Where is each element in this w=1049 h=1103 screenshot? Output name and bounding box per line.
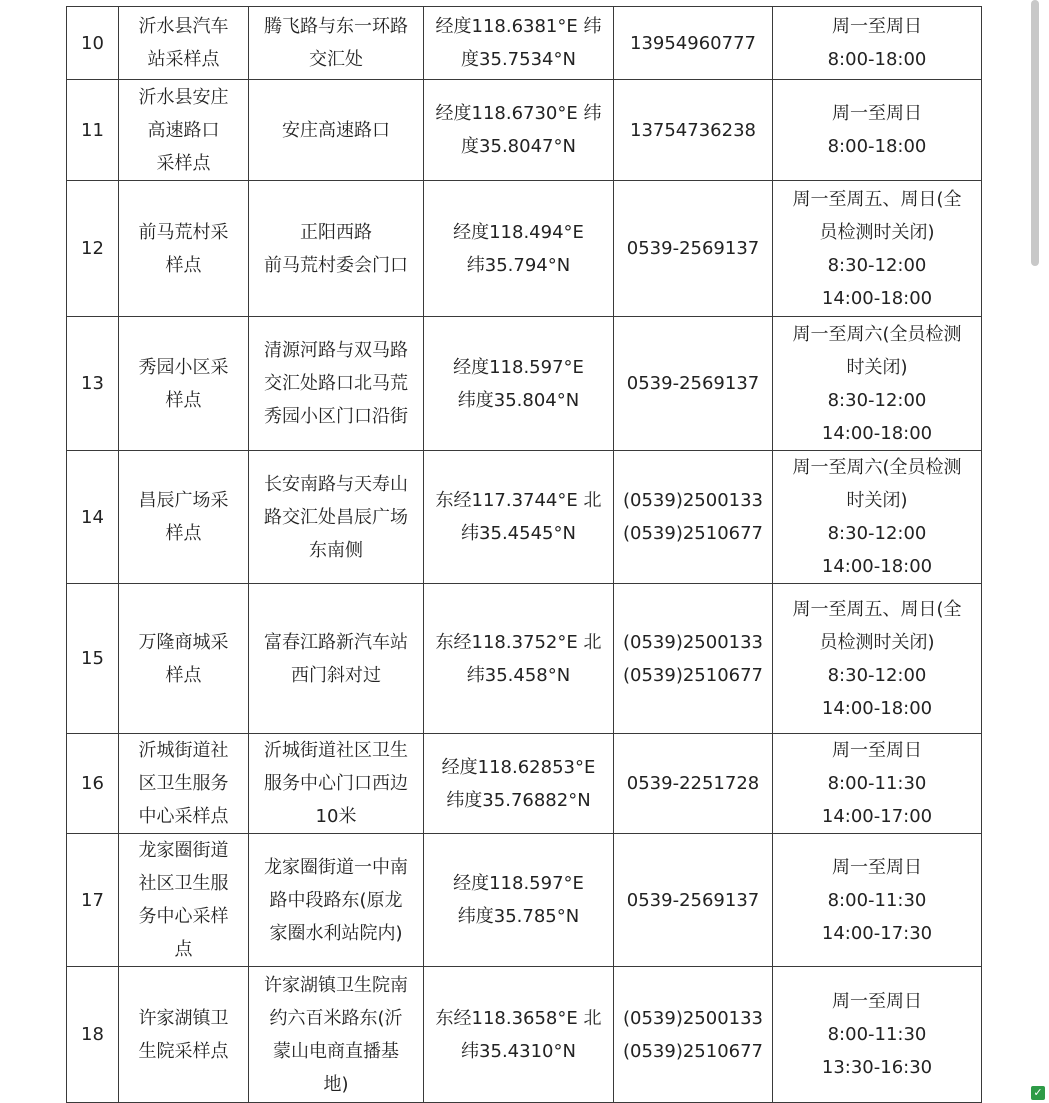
hours-cell: [773, 181, 982, 317]
hours-cell: [773, 451, 982, 584]
site-name-text: 前马荒村采 样点: [138, 221, 229, 276]
table-row: [67, 834, 982, 967]
phone-text: 0539-2251728: [626, 773, 760, 794]
phone-text: (0539)2500133 (0539)2510677: [622, 631, 764, 686]
hours-text: 周一至周六(全员检测 时关闭) 8:30-12:00 14:00-18:00: [792, 457, 962, 577]
hours-text: 周一至周五、周日(全 员检测时关闭) 8:30-12:00 14:00-18:00: [792, 598, 962, 719]
table-row: [67, 7, 982, 80]
phone-cell: [614, 7, 773, 80]
hours-cell: [773, 80, 982, 181]
coordinates-text: 经度118.6381°E 纬 度35.7534°N: [435, 16, 602, 70]
table-row: [67, 734, 982, 834]
row-number-cell: [67, 317, 119, 451]
phone-cell: [614, 834, 773, 967]
site-name-cell: [119, 734, 249, 834]
phone-text: (0539)2500133 (0539)2510677: [622, 490, 764, 544]
phone-text: 0539-2569137: [626, 373, 760, 394]
phone-cell: [614, 451, 773, 584]
address-cell: [249, 7, 424, 80]
phone-cell: [614, 181, 773, 317]
address-text: 清源河路与双马路 交汇处路口北马荒 秀园小区门口沿街: [264, 340, 408, 427]
hours-text: 周一至周日 8:00-11:30 14:00-17:00: [821, 740, 933, 827]
table-row: [67, 181, 982, 317]
hours-text: 周一至周日 8:00-18:00: [827, 16, 927, 70]
app-badge-icon: ✓: [1031, 1086, 1045, 1100]
coordinates-text: 经度118.62853°E 纬度35.76882°N: [441, 756, 596, 811]
row-number-cell: [67, 967, 119, 1103]
site-name-text: 秀园小区采 样点: [138, 356, 229, 411]
phone-cell: [614, 80, 773, 181]
address-text: 长安南路与天寿山 路交汇处昌辰广场 东南侧: [264, 473, 408, 561]
site-name-text: 沂水县汽车 站采样点: [138, 16, 229, 70]
row-number-text: 15: [81, 648, 104, 669]
address-text: 正阳西路 前马荒村委会门口: [264, 221, 408, 276]
phone-cell: [614, 967, 773, 1103]
site-name-cell: [119, 451, 249, 584]
hours-cell: [773, 834, 982, 967]
coordinates-text: 经度118.6730°E 纬 度35.8047°N: [435, 103, 602, 157]
row-number-text: 14: [81, 506, 104, 528]
address-cell: [249, 317, 424, 451]
hours-cell: [773, 317, 982, 451]
coordinates-text: 经度118.597°E 纬度35.785°N: [453, 873, 584, 927]
phone-cell: [614, 317, 773, 451]
row-number-cell: [67, 834, 119, 967]
row-number-cell: [67, 451, 119, 584]
site-name-cell: [119, 967, 249, 1103]
coordinates-cell: [424, 7, 614, 80]
address-text: 沂城街道社区卫生 服务中心门口西边 10米: [264, 740, 408, 827]
hours-cell: [773, 734, 982, 834]
row-number-cell: [67, 181, 119, 317]
table-body: [67, 7, 982, 1103]
phone-text: 0539-2569137: [626, 238, 760, 259]
site-name-text: 许家湖镇卫 生院采样点: [138, 1007, 229, 1062]
hours-text: 周一至周日 8:00-11:30 14:00-17:30: [821, 856, 933, 944]
address-text: 许家湖镇卫生院南 约六百米路东(沂 蒙山电商直播基 地): [264, 974, 408, 1095]
hours-cell: [773, 584, 982, 734]
hours-text: 周一至周六(全员检测 时关闭) 8:30-12:00 14:00-18:00: [792, 323, 962, 444]
table-row: [67, 317, 982, 451]
table-row: [67, 80, 982, 181]
site-name-text: 沂水县安庄 高速路口 采样点: [138, 86, 229, 174]
coordinates-text: 东经117.3744°E 北 纬35.4545°N: [435, 490, 602, 544]
site-name-cell: [119, 584, 249, 734]
row-number-text: 17: [81, 889, 104, 911]
row-number-text: 18: [81, 1024, 104, 1045]
address-cell: [249, 967, 424, 1103]
table-row: [67, 584, 982, 734]
site-name-text: 昌辰广场采 样点: [138, 490, 229, 544]
address-text: 安庄高速路口: [282, 119, 390, 141]
vertical-scrollbar[interactable]: [1031, 0, 1039, 266]
coordinates-cell: [424, 451, 614, 584]
hours-cell: [773, 967, 982, 1103]
hours-cell: [773, 7, 982, 80]
row-number-text: 12: [81, 238, 104, 259]
coordinates-cell: [424, 317, 614, 451]
row-number-text: 10: [81, 32, 104, 54]
hours-text: 周一至周五、周日(全 员检测时关闭) 8:30-12:00 14:00-18:00: [792, 188, 962, 309]
coordinates-text: 东经118.3752°E 北 纬35.458°N: [435, 631, 602, 686]
row-number-cell: [67, 734, 119, 834]
table-row: [67, 451, 982, 584]
table-row: [67, 967, 982, 1103]
address-cell: [249, 584, 424, 734]
coordinates-cell: [424, 80, 614, 181]
row-number-cell: [67, 80, 119, 181]
row-number-cell: [67, 7, 119, 80]
site-name-text: 万隆商城采 样点: [138, 631, 229, 686]
address-cell: [249, 181, 424, 317]
hours-text: 周一至周日 8:00-18:00: [827, 103, 927, 157]
coordinates-cell: [424, 834, 614, 967]
row-number-text: 13: [81, 373, 104, 394]
row-number-text: 11: [81, 119, 104, 141]
site-name-cell: [119, 181, 249, 317]
address-text: 富春江路新汽车站 西门斜对过: [264, 631, 408, 686]
sampling-sites-table: [66, 6, 982, 1103]
phone-cell: [614, 584, 773, 734]
site-name-cell: [119, 834, 249, 967]
address-cell: [249, 734, 424, 834]
phone-text: 13954960777: [630, 32, 756, 54]
address-cell: [249, 834, 424, 967]
site-name-text: 龙家圈街道 社区卫生服 务中心采样 点: [138, 840, 229, 960]
address-text: 龙家圈街道一中南 路中段路东(原龙 家圈水利站院内): [264, 856, 408, 944]
phone-cell: [614, 734, 773, 834]
row-number-text: 16: [81, 773, 104, 794]
row-number-cell: [67, 584, 119, 734]
coordinates-text: 经度118.494°E 纬35.794°N: [453, 221, 584, 276]
coordinates-cell: [424, 734, 614, 834]
site-name-text: 沂城街道社 区卫生服务 中心采样点: [138, 740, 229, 827]
coordinates-text: 经度118.597°E 纬度35.804°N: [453, 356, 584, 411]
site-name-cell: [119, 80, 249, 181]
phone-text: 0539-2569137: [626, 889, 760, 911]
site-name-cell: [119, 317, 249, 451]
site-name-cell: [119, 7, 249, 80]
address-cell: [249, 80, 424, 181]
address-cell: [249, 451, 424, 584]
coordinates-text: 东经118.3658°E 北 纬35.4310°N: [435, 1007, 602, 1062]
address-text: 腾飞路与东一环路 交汇处: [264, 16, 408, 70]
phone-text: 13754736238: [630, 119, 756, 141]
phone-text: (0539)2500133 (0539)2510677: [622, 1007, 764, 1062]
coordinates-cell: [424, 181, 614, 317]
hours-text: 周一至周日 8:00-11:30 13:30-16:30: [821, 991, 933, 1078]
coordinates-cell: [424, 584, 614, 734]
coordinates-cell: [424, 967, 614, 1103]
